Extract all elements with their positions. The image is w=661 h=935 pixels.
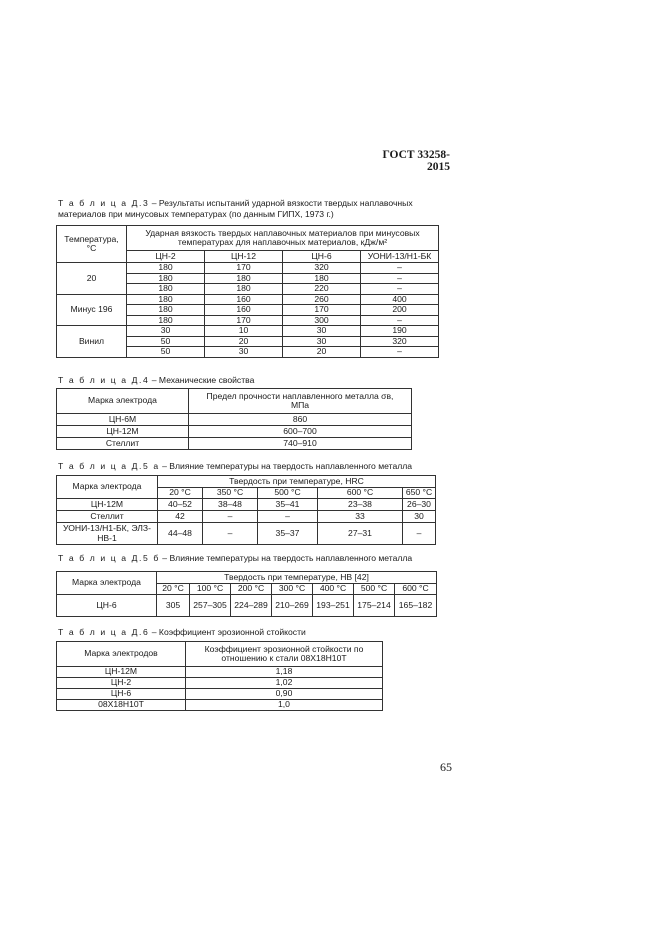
table-cell: 180: [205, 273, 283, 284]
table-cell: 42: [158, 511, 203, 523]
table-cell: УОНИ-13/Н1-БК, ЭЛЗ-НВ-1: [57, 523, 158, 545]
table-cell: –: [203, 523, 258, 545]
table-cell: 160: [205, 294, 283, 305]
temp-cell: Минус 196: [57, 294, 127, 326]
header-cell: 350 °С: [203, 488, 258, 499]
table-cell: 1,18: [186, 667, 383, 678]
table-cell: 23–38: [318, 499, 403, 511]
table-d5b: [56, 571, 437, 617]
table-cell: 180: [127, 284, 205, 295]
table-cell: 193–251: [313, 595, 354, 617]
table-cell: 260: [283, 294, 361, 305]
table-cell: 44–48: [158, 523, 203, 545]
table-cell: 224–289: [231, 595, 272, 617]
table-cell: 08Х18Н10Т: [57, 700, 186, 711]
table-cell: 1,02: [186, 678, 383, 689]
table-cell: 180: [127, 294, 205, 305]
table-cell: ЦН-6: [57, 595, 157, 617]
table-d3: [56, 225, 439, 358]
table-cell: 38–48: [203, 499, 258, 511]
table-cell: 160: [205, 305, 283, 316]
table-cell: 20: [283, 347, 361, 358]
table-cell: 180: [205, 284, 283, 295]
header-cell: 500 °С: [354, 584, 395, 595]
table-cell: 175–214: [354, 595, 395, 617]
table-cell: 1,0: [186, 700, 383, 711]
table-cell: 180: [127, 273, 205, 284]
caption-title: – Влияние температуры на твердость наплавленного металла: [162, 461, 413, 471]
table-cell: 180: [127, 263, 205, 274]
table-d3-caption: [58, 198, 448, 220]
header-cell: 20 °С: [158, 488, 203, 499]
header-cell: 100 °С: [190, 584, 231, 595]
header-cell: 200 °С: [231, 584, 272, 595]
table-cell: 300: [283, 315, 361, 326]
table-d5b-caption: [58, 553, 458, 564]
caption-title: – Механические свойства: [151, 375, 255, 385]
table-cell: 10: [205, 326, 283, 337]
table-cell: –: [361, 273, 439, 284]
table-cell: 20: [205, 336, 283, 347]
header-cell: 300 °С: [272, 584, 313, 595]
table-cell: 50: [127, 347, 205, 358]
header-cell: УОНИ-13/Н1-БК: [361, 251, 439, 263]
table-cell: 740–910: [189, 438, 412, 450]
table-cell: 30: [283, 326, 361, 337]
table-cell: ЦН-6: [57, 689, 186, 700]
caption-title: – Коэффициент эрозионной стойкости: [151, 627, 306, 637]
table-d4-caption: [58, 375, 438, 386]
table-cell: 35–37: [258, 523, 318, 545]
table-cell: 180: [127, 305, 205, 316]
standard-header: ГОСТ 33258-2015: [382, 149, 450, 173]
caption-title-line1: – Результаты испытаний ударной вязкости твердых наплавочных: [151, 198, 413, 208]
table-d5a: [56, 475, 436, 545]
header-cell: ЦН-12: [205, 251, 283, 263]
header-cell: Коэффициент эрозионной стойкости по отношению к стали 08Х18Н10Т: [186, 642, 383, 667]
caption-label: Т а б л и ц а Д.5 б: [58, 553, 160, 563]
table-cell: 220: [283, 284, 361, 295]
table-cell: 27–31: [318, 523, 403, 545]
table-cell: 320: [283, 263, 361, 274]
header-cell: 650 °С: [403, 488, 436, 499]
header-cell: Твердость при температуре, НВ [42]: [157, 572, 437, 584]
table-cell: ЦН-12М: [57, 667, 186, 678]
header-cell: [189, 389, 412, 414]
header-cell: Температура, °С: [57, 226, 127, 263]
table-cell: –: [258, 511, 318, 523]
caption-title: – Влияние температуры на твердость наплавленного металла: [162, 553, 413, 563]
table-cell: –: [203, 511, 258, 523]
table-cell: –: [361, 315, 439, 326]
table-cell: ЦН-6М: [57, 414, 189, 426]
header-cell: Ударная вязкость твердых наплавочных материалов при минусовых температурах для наплавочных материалов, кДж/м²: [127, 226, 439, 251]
table-cell: 30: [403, 511, 436, 523]
table-d5a-caption: [58, 461, 458, 472]
table-cell: –: [361, 347, 439, 358]
caption-label: Т а б л и ц а Д.3: [58, 198, 150, 208]
table-cell: 26–30: [403, 499, 436, 511]
table-cell: 50: [127, 336, 205, 347]
table-d6: [56, 641, 383, 711]
table-cell: 180: [283, 273, 361, 284]
table-cell: 35–41: [258, 499, 318, 511]
table-cell: ЦН-12М: [57, 426, 189, 438]
caption-label: Т а б л и ц а Д.5 а: [58, 461, 160, 471]
header-line: МПа: [290, 400, 310, 410]
table-cell: 305: [157, 595, 190, 617]
table-d6-caption: [58, 627, 438, 638]
table-cell: 0,90: [186, 689, 383, 700]
table-cell: 40–52: [158, 499, 203, 511]
table-cell: 165–182: [395, 595, 437, 617]
table-cell: –: [361, 263, 439, 274]
table-cell: 170: [205, 315, 283, 326]
table-cell: 170: [205, 263, 283, 274]
table-cell: ЦН-2: [57, 678, 186, 689]
table-cell: 200: [361, 305, 439, 316]
header-cell: Марка электрода: [57, 389, 189, 414]
header-line: Предел прочности наплавленного металла σв,: [206, 390, 394, 401]
header-cell: Твердость при температуре, HRC: [158, 476, 436, 488]
table-cell: ЦН-12М: [57, 499, 158, 511]
table-cell: 33: [318, 511, 403, 523]
table-cell: 600–700: [189, 426, 412, 438]
table-cell: –: [361, 284, 439, 295]
table-cell: 30: [283, 336, 361, 347]
header-cell: 600 °С: [318, 488, 403, 499]
caption-label: Т а б л и ц а Д.6: [58, 627, 150, 637]
header-cell: 600 °С: [395, 584, 437, 595]
header-cell: Марка электрода: [57, 476, 158, 499]
table-cell: 210–269: [272, 595, 313, 617]
table-d4: [56, 388, 412, 450]
table-cell: 180: [127, 315, 205, 326]
table-cell: 860: [189, 414, 412, 426]
table-cell: 30: [127, 326, 205, 337]
header-cell: Марка электродов: [57, 642, 186, 667]
header-cell: ЦН-6: [283, 251, 361, 263]
table-cell: 30: [205, 347, 283, 358]
table-cell: Стеллит: [57, 511, 158, 523]
table-cell: 320: [361, 336, 439, 347]
header-cell: 500 °С: [258, 488, 318, 499]
page-number: 65: [440, 760, 452, 774]
header-cell: 20 °С: [157, 584, 190, 595]
table-cell: 190: [361, 326, 439, 337]
header-cell: ЦН-2: [127, 251, 205, 263]
temp-cell: Винил: [57, 326, 127, 358]
table-cell: 170: [283, 305, 361, 316]
table-cell: Стеллит: [57, 438, 189, 450]
header-cell: 400 °С: [313, 584, 354, 595]
table-cell: –: [403, 523, 436, 545]
caption-title-line2: материалов при минусовых температурах (по данным ГИПХ, 1973 г.): [58, 209, 334, 219]
table-cell: 400: [361, 294, 439, 305]
table-cell: 257–305: [190, 595, 231, 617]
temp-cell: 20: [57, 263, 127, 295]
caption-label: Т а б л и ц а Д.4: [58, 375, 150, 385]
header-cell: Марка электрода: [57, 572, 157, 595]
